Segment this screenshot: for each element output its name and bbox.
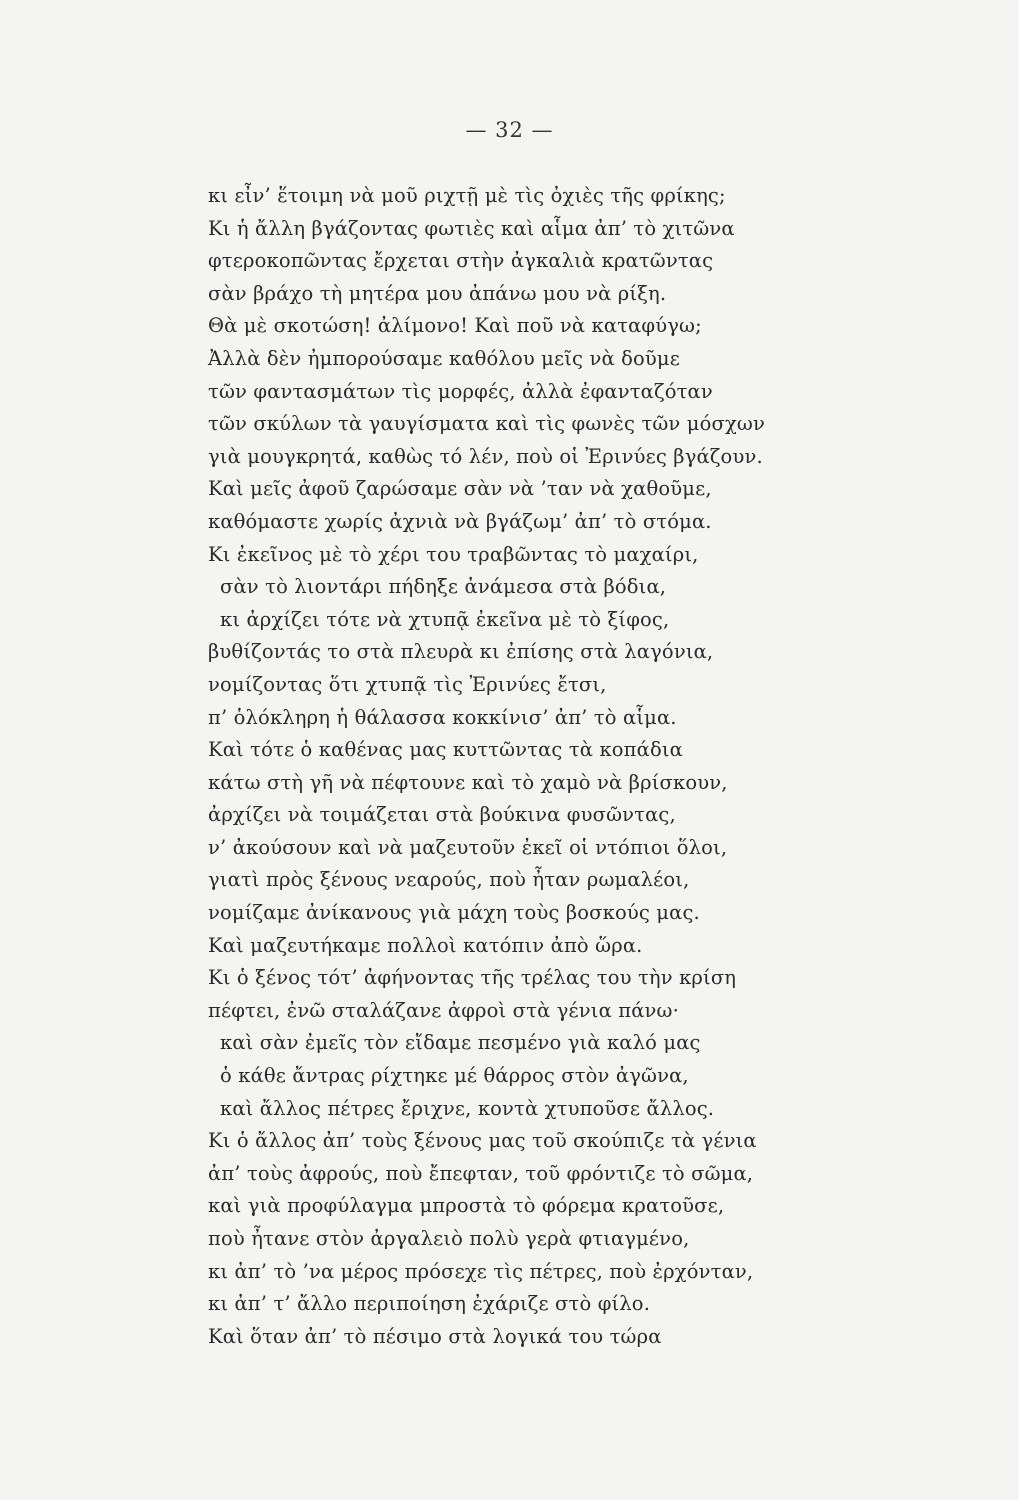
poem-text [208,180,998,1353]
poem-line: σὰν βράχο τὴ μητέρα μου ἀπάνω μου νὰ ρίξη. [208,281,667,305]
poem-line: ἀρχίζει νὰ τοιμάζεται στὰ βούκινα φυσῶντας, [208,803,676,827]
poem-line: φτεροκοπῶντας ἔρχεται στὴν ἀγκαλιὰ κρατῶντας [208,249,714,273]
poem-line: Καὶ μαζευτήκαμε πολλοὶ κατόπιν ἀπὸ ὥρα. [208,933,643,957]
poem-line: πέφτει, ἐνῶ σταλάζανε ἀφροὶ στὰ γένια πάνω· [208,998,679,1022]
poem-line: Καὶ ὅταν ἀπ’ τὸ πέσιμο στὰ λογικά του τώρα [208,1324,662,1348]
poem-line: κι ἀρχίζει τότε νὰ χτυπᾷ ἐκεῖνα μὲ τὸ ξίφος, [220,607,670,631]
poem-line: κάτω στὴ γῆ νὰ πέφτουνε καὶ τὸ χαμὸ νὰ βρίσκουν, [208,770,728,794]
poem-line: Θὰ μὲ σκοτώση! ἀλίμονο! Καὶ ποῦ νὰ καταφύγω; [208,314,702,338]
poem-line: γιατὶ πρὸς ξένους νεαρούς, ποὺ ἦταν ρωμαλέοι, [208,868,690,892]
page-number: — 32 — [465,118,554,142]
poem-line: Κι ἐκεῖνος μὲ τὸ χέρι του τραβῶντας τὸ μαχαίρι, [208,542,699,566]
poem-line: νομίζαμε ἀνίκανους γιὰ μάχη τοὺς βοσκούς μας. [208,901,700,925]
poem-line: Κι ἡ ἄλλη βγάζοντας φωτιὲς καὶ αἷμα ἀπ’ τὸ χιτῶνα [208,216,735,240]
poem-line: ποὺ ἦτανε στὸν ἀργαλειὸ πολὺ γερὰ φτιαγμένο, [208,1227,690,1250]
poem-line: σὰν τὸ λιοντάρι πήδηξε ἀνάμεσα στὰ βόδια, [220,575,667,599]
poem-line: ὁ κάθε ἄντρας ρίχτηκε μέ θάρρος στὸν ἀγῶνα, [220,1064,689,1088]
poem-line: Κι ὁ ἄλλος ἀπ’ τοὺς ξένους μας τοῦ σκούπιζε τὰ γένια [208,1129,757,1153]
poem-line: νομίζοντας ὅτι χτυπᾷ τὶς Ἐρινύες ἔτσι, [208,672,607,696]
poem-line: καὶ γιὰ προφύλαγμα μπροστὰ τὸ φόρεμα κρατοῦσε, [208,1194,725,1218]
poem-line: Κι ὁ ξένος τότ’ ἀφήνοντας τῆς τρέλας του τὴν κρίση [208,966,737,990]
poem-line: Ἀλλὰ δὲν ἠμπορούσαμε καθόλου μεῖς νὰ δοῦμε [208,346,681,370]
poem-line: π’ ὁλόκληρη ἡ θάλασσα κοκκίνισ’ ἀπ’ τὸ αἷμα. [208,705,677,729]
poem-line: κι ἀπ’ τὸ ’να μέρος πρόσεχε τὶς πέτρες, ποὺ ἐρχόνταν, [208,1259,754,1283]
poem-line: κι ἀπ’ τ’ ἄλλο περιποίηση ἐχάριζε στὸ φίλο. [208,1292,651,1316]
poem-line: ἀπ’ τοὺς ἀφρούς, ποὺ ἔπεφταν, τοῦ φρόντιζε τὸ σῶμα, [208,1161,754,1185]
poem-line: καὶ ἄλλος πέτρες ἔριχνε, κοντὰ χτυποῦσε ἄλλος. [220,1096,715,1120]
poem-line: γιὰ μουγκρητά, καθὼς τό λέν, ποὺ οἱ Ἐρινύες βγάζουν. [208,444,763,468]
poem-line: τῶν σκύλων τὰ γαυγίσματα καὶ τὶς φωνὲς τῶν μόσχων [208,412,765,436]
poem-line: βυθίζοντάς το στὰ πλευρὰ κι ἐπίσης στὰ λαγόνια, [208,640,714,664]
poem-line: καθόμαστε χωρίς ἀχνιὰ νὰ βγάζωμ’ ἀπ’ τὸ στόμα. [208,509,712,533]
poem-line: κι εἶν’ ἕτοιμη νὰ μοῦ ριχτῇ μὲ τὶς ὀχιὲς τῆς φρίκης; [208,184,726,207]
poem-line: Καὶ τότε ὁ καθένας μας κυττῶντας τὰ κοπάδια [208,738,683,762]
poem-line: καὶ σὰν ἐμεῖς τὸν εἴδαμε πεσμένο γιὰ καλό μας [220,1031,701,1055]
poem-line: Καὶ μεῖς ἀφοῦ ζαρώσαμε σὰν νὰ ’ταν νὰ χαθοῦμε, [208,477,712,501]
poem-line: τῶν φαντασμάτων τὶς μορφές, ἀλλὰ ἐφανταζόταν [208,379,713,403]
poem-line: ν’ ἀκούσουν καὶ νὰ μαζευτοῦν ἐκεῖ οἱ ντόπιοι ὅλοι, [208,835,728,859]
